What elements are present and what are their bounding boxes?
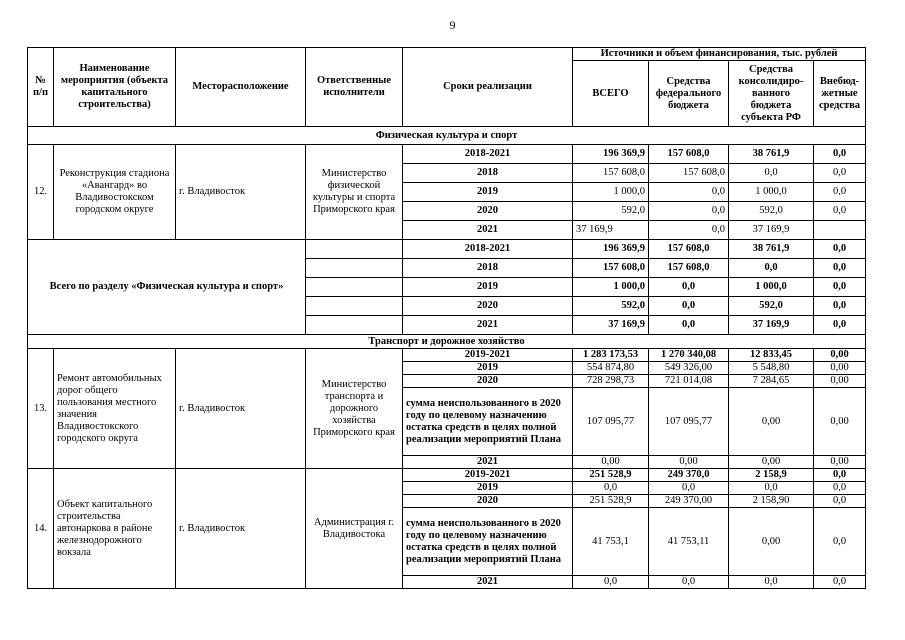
page-number: 9 — [449, 18, 456, 32]
empty-cell — [306, 259, 403, 278]
offbudget-cell: 0,0 — [814, 316, 866, 335]
regional-cell: 592,0 — [729, 202, 814, 221]
empty-cell — [306, 278, 403, 297]
federal-cell: 0,0 — [649, 183, 729, 202]
offbudget-cell: 0,0 — [814, 576, 866, 589]
federal-cell: 0,00 — [649, 456, 729, 469]
offbudget-cell: 0,00 — [814, 388, 866, 456]
period-cell: 2019 — [403, 362, 573, 375]
section-row — [28, 127, 866, 145]
total-cell: 157 608,0 — [573, 164, 649, 183]
table-row — [28, 145, 866, 164]
regional-cell: 12 833,45 — [729, 349, 814, 362]
total-cell: 592,0 — [573, 202, 649, 221]
federal-cell: 721 014,08 — [649, 375, 729, 388]
regional-cell: 1 000,0 — [729, 278, 814, 297]
header-terms: Сроки реализации — [403, 48, 573, 127]
regional-cell: 0,00 — [729, 456, 814, 469]
total-cell: 251 528,9 — [573, 495, 649, 508]
federal-cell: 41 753,11 — [649, 508, 729, 576]
period-cell: 2018 — [403, 164, 573, 183]
regional-cell: 0,0 — [729, 164, 814, 183]
row-num: 14. — [28, 469, 54, 589]
period-cell: 2019-2021 — [403, 349, 573, 362]
row-responsible: Министерство транспорта и дорожного хозяйства Приморского края — [306, 349, 403, 469]
federal-cell: 157 608,0 — [649, 164, 729, 183]
federal-cell: 0,0 — [649, 221, 729, 240]
offbudget-cell: 0,00 — [814, 456, 866, 469]
period-cell: 2019 — [403, 482, 573, 495]
federal-cell: 1 270 340,08 — [649, 349, 729, 362]
total-cell: 37 169,9 — [573, 316, 649, 335]
total-cell: 0,0 — [573, 576, 649, 589]
federal-cell: 157 608,0 — [649, 259, 729, 278]
total-row — [28, 240, 866, 259]
total-cell: 0,00 — [573, 456, 649, 469]
offbudget-cell: 0,0 — [814, 508, 866, 576]
financing-table — [27, 47, 866, 589]
period-cell: 2021 — [403, 576, 573, 589]
section-title: Транспорт и дорожное хозяйство — [28, 335, 866, 349]
period-cell: 2021 — [403, 456, 573, 469]
regional-cell: 5 548,80 — [729, 362, 814, 375]
total-cell: 592,0 — [573, 297, 649, 316]
total-cell: 196 369,9 — [573, 240, 649, 259]
header-offbudget: Внебюд-жетные средства — [814, 61, 866, 127]
row-location: г. Владивосток — [176, 349, 306, 469]
total-cell: 196 369,9 — [573, 145, 649, 164]
period-cell: 2020 — [403, 375, 573, 388]
total-cell: 1 000,0 — [573, 278, 649, 297]
federal-cell: 249 370,00 — [649, 495, 729, 508]
total-cell: 554 874,80 — [573, 362, 649, 375]
period-cell: 2020 — [403, 495, 573, 508]
empty-cell — [306, 316, 403, 335]
total-cell: 0,0 — [573, 482, 649, 495]
total-cell: 1 283 173,53 — [573, 349, 649, 362]
offbudget-cell: 0,0 — [814, 278, 866, 297]
table-row — [28, 469, 866, 482]
offbudget-cell: 0,0 — [814, 183, 866, 202]
row-name: Объект капитального строительства автонаркова в районе железнодорожного вокзала — [54, 469, 176, 589]
total-cell: 107 095,77 — [573, 388, 649, 456]
federal-cell: 0,0 — [649, 297, 729, 316]
row-name: Ремонт автомобильных дорог общего пользования местного значения Владивостокского городского округа — [54, 349, 176, 469]
section-title: Физическая культура и спорт — [28, 127, 866, 145]
period-cell: 2019-2021 — [403, 469, 573, 482]
period-cell: 2021 — [403, 316, 573, 335]
federal-cell: 157 608,0 — [649, 240, 729, 259]
period-cell: 2019 — [403, 278, 573, 297]
federal-cell: 249 370,0 — [649, 469, 729, 482]
section-row — [28, 335, 866, 349]
offbudget-cell: 0,0 — [814, 469, 866, 482]
period-cell: 2020 — [403, 202, 573, 221]
empty-cell — [306, 240, 403, 259]
regional-cell: 592,0 — [729, 297, 814, 316]
offbudget-cell — [814, 221, 866, 240]
row-responsible: Администрация г. Владивостока — [306, 469, 403, 589]
header-sources-group: Источники и объем финансирования, тыс. рублей — [573, 48, 866, 61]
total-cell: 41 753,1 — [573, 508, 649, 576]
regional-cell: 0,00 — [729, 388, 814, 456]
header-total: ВСЕГО — [573, 61, 649, 127]
federal-cell: 0,0 — [649, 482, 729, 495]
total-cell: 37 169,9 — [573, 221, 649, 240]
offbudget-cell: 0,0 — [814, 297, 866, 316]
header-name: Наименование мероприятия (объекта капитального строительства) — [54, 48, 176, 127]
row-location: г. Владивосток — [176, 145, 306, 240]
row-name: Реконструкция стадиона «Авангард» во Владивостокском городском округе — [54, 145, 176, 240]
row-num: 13. — [28, 349, 54, 469]
period-note-cell: сумма неиспользованного в 2020 году по целевому назначению остатка средств в целях полной реализации мероприятий Плана — [403, 388, 573, 456]
regional-cell: 0,0 — [729, 259, 814, 278]
offbudget-cell: 0,0 — [814, 164, 866, 183]
regional-cell: 38 761,9 — [729, 145, 814, 164]
federal-cell: 0,0 — [649, 278, 729, 297]
total-cell: 728 298,73 — [573, 375, 649, 388]
header-federal: Средства федерального бюджета — [649, 61, 729, 127]
row-num: 12. — [28, 145, 54, 240]
total-cell: 1 000,0 — [573, 183, 649, 202]
regional-cell: 0,0 — [729, 482, 814, 495]
header-row — [28, 48, 866, 61]
offbudget-cell: 0,0 — [814, 202, 866, 221]
regional-cell: 38 761,9 — [729, 240, 814, 259]
regional-cell: 0,0 — [729, 576, 814, 589]
period-cell: 2018-2021 — [403, 240, 573, 259]
offbudget-cell: 0,00 — [814, 349, 866, 362]
total-cell: 157 608,0 — [573, 259, 649, 278]
federal-cell: 107 095,77 — [649, 388, 729, 456]
regional-cell: 2 158,9 — [729, 469, 814, 482]
header-num: № п/п — [28, 48, 54, 127]
federal-cell: 549 326,00 — [649, 362, 729, 375]
row-location: г. Владивосток — [176, 469, 306, 589]
offbudget-cell: 0,0 — [814, 482, 866, 495]
regional-cell: 37 169,9 — [729, 221, 814, 240]
header-location: Месторасположение — [176, 48, 306, 127]
regional-cell: 0,00 — [729, 508, 814, 576]
regional-cell: 7 284,65 — [729, 375, 814, 388]
total-cell: 251 528,9 — [573, 469, 649, 482]
period-cell: 2019 — [403, 183, 573, 202]
row-responsible: Министерство физической культуры и спорта Приморского края — [306, 145, 403, 240]
period-cell: 2021 — [403, 221, 573, 240]
empty-cell — [306, 297, 403, 316]
header-regional: Средства консолидиро-ванного бюджета субъекта РФ — [729, 61, 814, 127]
offbudget-cell: 0,00 — [814, 375, 866, 388]
offbudget-cell: 0,0 — [814, 145, 866, 164]
federal-cell: 0,0 — [649, 202, 729, 221]
regional-cell: 2 158,90 — [729, 495, 814, 508]
federal-cell: 157 608,0 — [649, 145, 729, 164]
offbudget-cell: 0,0 — [814, 495, 866, 508]
federal-cell: 0,0 — [649, 576, 729, 589]
header-responsible: Ответственные исполнители — [306, 48, 403, 127]
offbudget-cell: 0,0 — [814, 240, 866, 259]
regional-cell: 1 000,0 — [729, 183, 814, 202]
period-cell: 2020 — [403, 297, 573, 316]
offbudget-cell: 0,00 — [814, 362, 866, 375]
regional-cell: 37 169,9 — [729, 316, 814, 335]
federal-cell: 0,0 — [649, 316, 729, 335]
period-cell: 2018-2021 — [403, 145, 573, 164]
section-total-label: Всего по разделу «Физическая культура и спорт» — [28, 240, 306, 335]
table-row — [28, 349, 866, 362]
period-note-cell: сумма неиспользованного в 2020 году по целевому назначению остатка средств в целях полной реализации мероприятий Плана — [403, 508, 573, 576]
period-cell: 2018 — [403, 259, 573, 278]
offbudget-cell: 0,0 — [814, 259, 866, 278]
